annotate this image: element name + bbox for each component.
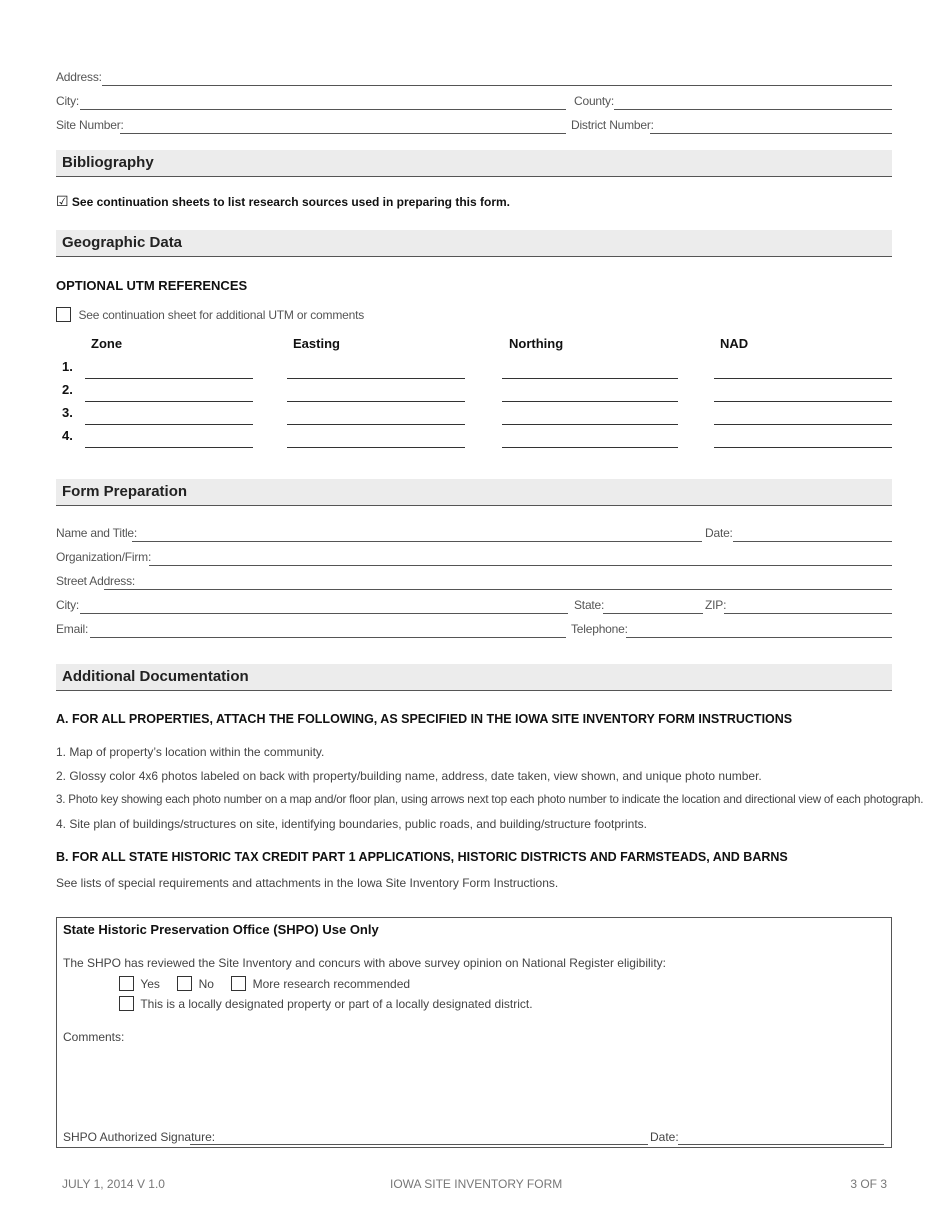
email-field[interactable]	[90, 637, 566, 638]
list-item: 1. Map of property’s location within the community.	[56, 745, 325, 759]
more-research-label: More research recommended	[252, 976, 411, 991]
shpo-review-text: The SHPO has reviewed the Site Inventory and concurs with above survey opinion on National Register eligibility:	[63, 956, 666, 970]
utm-row-3-nad[interactable]	[714, 424, 892, 425]
utm-row-4-nad[interactable]	[714, 447, 892, 448]
utm-row-2-northing[interactable]	[502, 401, 678, 402]
list-item: 2. Glossy color 4x6 photos labeled on back with property/building name, address, date taken, view shown, and unique photo number.	[56, 769, 762, 783]
utm-row-4-easting[interactable]	[287, 447, 465, 448]
comments-label: Comments:	[63, 1030, 125, 1044]
geographic-heading: Geographic Data	[62, 234, 183, 251]
organization-label: Organization/Firm:	[56, 550, 152, 564]
utm-continuation-row	[56, 306, 364, 324]
local-designation-label: This is a locally designated property or part of a locally designated district.	[140, 996, 533, 1011]
zip-label: ZIP:	[705, 598, 727, 612]
yes-checkbox[interactable]	[119, 976, 134, 991]
email-telephone-row	[56, 622, 892, 638]
email-label: Email:	[56, 622, 89, 636]
utm-row-2-nad[interactable]	[714, 401, 892, 402]
city-county-row	[56, 94, 892, 110]
yes-label: Yes	[140, 976, 160, 991]
shpo-box	[56, 917, 892, 1148]
organization-field[interactable]	[149, 565, 892, 566]
no-label: No	[198, 976, 214, 991]
prep-city-field[interactable]	[80, 613, 568, 614]
site-number-label: Site Number:	[56, 118, 124, 132]
street-field[interactable]	[104, 589, 892, 590]
col-nad: NAD	[720, 336, 749, 351]
name-title-label: Name and Title:	[56, 526, 138, 540]
utm-row-1-easting[interactable]	[287, 378, 465, 379]
utm-row-3-number: 3.	[62, 405, 73, 420]
utm-row-4-number: 4.	[62, 428, 73, 443]
shpo-date-label: Date:	[650, 1130, 679, 1144]
footer-date-version: JULY 1, 2014 V 1.0	[62, 1177, 165, 1191]
section-a-title: A. FOR ALL PROPERTIES, ATTACH THE FOLLOWING, AS SPECIFIED IN THE IOWA SITE INVENTORY FORM INSTRUCTIONS	[56, 712, 793, 726]
name-title-field[interactable]	[132, 541, 702, 542]
telephone-field[interactable]	[626, 637, 892, 638]
bibliography-heading: Bibliography	[62, 154, 154, 171]
utm-row-3-northing[interactable]	[502, 424, 678, 425]
name-date-row	[56, 526, 892, 542]
bibliography-continuation	[56, 193, 510, 210]
district-number-field[interactable]	[650, 133, 892, 134]
bibliography-section-header	[56, 150, 892, 177]
utm-row-1-number: 1.	[62, 359, 73, 374]
additional-heading: Additional Documentation	[62, 668, 249, 685]
zip-field[interactable]	[724, 613, 892, 614]
shpo-date-field[interactable]	[678, 1144, 884, 1145]
county-label: County:	[574, 94, 614, 108]
state-field[interactable]	[603, 613, 703, 614]
additional-section-header	[56, 664, 892, 691]
utm-row-3-zone[interactable]	[85, 424, 253, 425]
utm-row-1-zone[interactable]	[85, 378, 253, 379]
local-designation-row	[119, 996, 533, 1011]
section-b-title: B. FOR ALL STATE HISTORIC TAX CREDIT PART 1 APPLICATIONS, HISTORIC DISTRICTS AND FARMSTEADS, AND BARNS	[56, 850, 788, 864]
utm-row-3-easting[interactable]	[287, 424, 465, 425]
site-number-field[interactable]	[120, 133, 566, 134]
city-label: City:	[56, 94, 80, 108]
county-field[interactable]	[614, 109, 892, 110]
utm-row-2-easting[interactable]	[287, 401, 465, 402]
signature-label: SHPO Authorized Signature:	[63, 1130, 216, 1144]
local-designation-checkbox[interactable]	[119, 996, 134, 1011]
prep-date-label: Date:	[705, 526, 733, 540]
city-state-zip-row	[56, 598, 892, 614]
utm-continuation-checkbox[interactable]	[56, 307, 71, 322]
checked-box-icon[interactable]: ☑	[56, 193, 69, 209]
site-district-row	[56, 118, 892, 134]
list-item: 4. Site plan of buildings/structures on site, identifying boundaries, public roads, and building/structure footprints.	[56, 817, 648, 831]
utm-row-4-northing[interactable]	[502, 447, 678, 448]
street-row	[56, 574, 892, 590]
address-label: Address:	[56, 70, 102, 84]
utm-row-1-nad[interactable]	[714, 378, 892, 379]
prep-date-field[interactable]	[733, 541, 892, 542]
section-b-text: See lists of special requirements and attachments in the Iowa Site Inventory Form Instructions.	[56, 876, 559, 890]
state-label: State:	[574, 598, 605, 612]
organization-row	[56, 550, 892, 566]
utm-row-2-zone[interactable]	[85, 401, 253, 402]
footer-form-name: IOWA SITE INVENTORY FORM	[390, 1177, 563, 1191]
utm-row-2-number: 2.	[62, 382, 73, 397]
city-field[interactable]	[80, 109, 566, 110]
form-prep-heading: Form Preparation	[62, 483, 188, 500]
col-zone: Zone	[91, 336, 123, 351]
no-checkbox[interactable]	[177, 976, 192, 991]
telephone-label: Telephone:	[571, 622, 628, 636]
col-northing: Northing	[509, 336, 564, 351]
shpo-title: State Historic Preservation Office (SHPO) Use Only	[63, 922, 379, 937]
bibliography-continuation-text: See continuation sheets to list research sources used in preparing this form.	[71, 195, 511, 209]
shpo-options-row	[119, 976, 410, 991]
street-label: Street Address:	[56, 574, 136, 588]
utm-row-1-northing[interactable]	[502, 378, 678, 379]
utm-title: OPTIONAL UTM REFERENCES	[56, 278, 248, 293]
more-research-checkbox[interactable]	[231, 976, 246, 991]
address-field[interactable]	[102, 85, 892, 86]
footer-page-number: 3 OF 3	[850, 1177, 887, 1191]
form-prep-section-header	[56, 479, 892, 506]
list-item: 3. Photo key showing each photo number on a map and/or floor plan, using arrows next top each photo number to indicate the location and directional view of each photograph.	[56, 793, 924, 806]
district-number-label: District Number:	[571, 118, 654, 132]
address-row	[56, 70, 892, 86]
prep-city-label: City:	[56, 598, 80, 612]
geographic-section-header	[56, 230, 892, 257]
col-easting: Easting	[293, 336, 340, 351]
utm-continuation-label: See continuation sheet for additional UTM or comments	[78, 307, 365, 322]
signature-field[interactable]	[190, 1144, 648, 1145]
utm-row-4-zone[interactable]	[85, 447, 253, 448]
